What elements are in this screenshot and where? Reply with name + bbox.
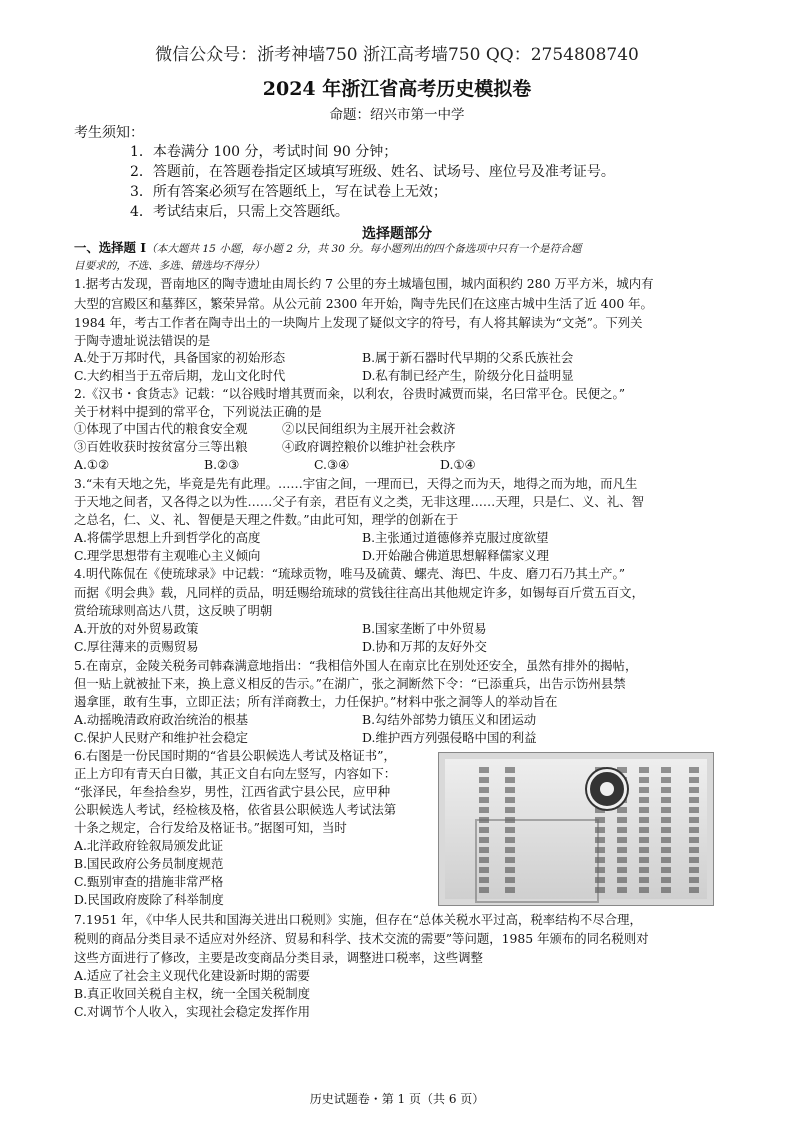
notice-item: 2．答题前，在答题卷指定区域填写班级、姓名、试场号、座位号及准考证号。 <box>130 164 615 180</box>
q7-stem: 7.1951 年，《中华人民共和国海关进出口税则》实施，但存在“总体关税水平过高，税率结构不尽合理， <box>74 912 642 927</box>
notice-item: 1．本卷满分 100 分，考试时间 90 分钟； <box>130 144 398 160</box>
page-footer: 历史试题卷・第 1 页（共 6 页） <box>309 1092 485 1106</box>
q2-stem: 2.《汉书・食货志》记载：“以谷贱时增其贾而籴，以利农，谷贵时减贾而粜，名曰常平仓。民便之。” <box>74 386 626 401</box>
q3-option-d: D.开始融合佛道思想解释儒家义理 <box>362 548 549 563</box>
q2-option-b: B.②③ <box>204 457 240 472</box>
q4-option-d: D.协和万邦的友好外交 <box>362 639 487 654</box>
q7-stem: 这些方面进行了修改，主要是改变商品分类目录，调整进口税率，这些调整 <box>74 950 483 965</box>
q6-stem: 公职候选人考试，经检核及格，依省县公职候选人考试法第 <box>74 802 397 817</box>
q2-statement-3: ③百姓收获时按贫富分三等出粮 <box>74 439 248 454</box>
q1-option-b: B.属于新石器时代早期的父系氏族社会 <box>362 350 574 365</box>
q5-stem: 遏拿匪，敢有生事，立即正法；所有洋商教士，力任保护。”材料中张之洞等人的举动旨在 <box>74 694 558 709</box>
q4-option-c: C.厚往薄来的贡赐贸易 <box>74 639 199 654</box>
q2-statement-2: ②以民间组织为主展开社会救济 <box>282 421 456 436</box>
q7-option-a: A.适应了社会主义现代化建设新时期的需要 <box>74 968 310 983</box>
q7-option-c: C.对调节个人收入，实现社会稳定发挥作用 <box>74 1004 311 1019</box>
certificate-text-column <box>661 767 671 897</box>
q5-option-c: C.保护人民财产和维护社会稳定 <box>74 730 249 745</box>
notice-title: 考生须知： <box>74 125 144 141</box>
q2-option-d: D.①④ <box>440 457 476 472</box>
q1-option-c: C.大约相当于五帝后期，龙山文化时代 <box>74 368 286 383</box>
q3-option-b: B.主张通过道德修养克服过度欲望 <box>362 530 549 545</box>
q5-stem: 但一贴上就被扯下来，换上意义相反的告示。”在湖广，张之洞断然下令：“已添重兵，出告示饬州县禁 <box>74 676 626 691</box>
certificate-text-column <box>689 767 699 897</box>
q1-stem: 大型的宫殿区和墓葬区，繁荣异常。从公元前 2300 年开始，陶寺先民们在这座古城中生活了近 400 年。 <box>74 296 653 311</box>
q6-option-c: C.甄别审查的措施非常严格 <box>74 874 224 889</box>
q3-stem: 之总名，仁、义、礼、智便是天理之件数。”由此可知，理学的创新在于 <box>74 512 459 527</box>
q1-option-a: A.处于万邦时代，具备国家的初始形态 <box>74 350 286 365</box>
q6-stem: 6.右图是一份民国时期的“省县公职候选人考试及格证书”， <box>74 748 396 763</box>
q6-option-a: A.北洋政府铨叙局颁发此证 <box>74 838 224 853</box>
part1-note-cont: 目要求的，不选、多选、错选均不得分） <box>74 260 265 272</box>
q5-stem: 5.在南京，金陵关税务司韩森满意地指出：“我相信外国人在南京比在别处还安全，虽然有排外的揭帖， <box>74 658 638 673</box>
q7-stem: 税则的商品分类目录不适应对外经济、贸易和科学、技术交流的需要”等问题，1985 年颁布的同名税则对 <box>74 931 649 946</box>
q4-option-a: A.开放的对外贸易政策 <box>74 621 199 636</box>
q3-stem: 于天地之间者，又各得之以为性……父子有亲，君臣有义之类，无非这理……天理，只是仁、义、礼、智 <box>74 494 644 509</box>
q2-option-a: A.①② <box>74 457 110 472</box>
q1-option-d: D.私有制已经产生，阶级分化日益明显 <box>362 368 574 383</box>
part1-header <box>74 240 724 274</box>
certificate-stamp <box>475 819 599 903</box>
part1-title: 一、选择题 I <box>74 240 147 255</box>
part1-note: （本大题共 15 小题，每小题 2 分，共 30 分。每小题列出的四个备选项中只有一个是符合题 <box>146 243 582 255</box>
certificate-image <box>438 752 714 906</box>
notice-item: 4．考试结束后，只需上交答题纸。 <box>130 204 349 220</box>
q1-stem: 1.据考古发现，晋南地区的陶寺遗址由周长约 7 公里的夯土城墙包围，城内面积约 280 万平方米，城内有 <box>74 276 654 291</box>
q4-option-b: B.国家垄断了中外贸易 <box>362 621 487 636</box>
page-title: 2024 年浙江省高考历史模拟卷 <box>262 78 532 100</box>
q4-stem: 4.明代陈侃在《使琉球录》中记载：“琉球贡物，唯马及硫黄、螺壳、海巴、牛皮、磨刀石乃其土产。” <box>74 566 626 581</box>
q2-statement-4: ④政府调控粮价以维护社会秩序 <box>282 439 456 454</box>
q2-statement-1: ①体现了中国古代的粮食安全观 <box>74 421 248 436</box>
q4-stem: 赏给琉球则高达八贯，这反映了明朝 <box>74 603 273 618</box>
q3-stem: 3.“未有天地之先，毕竟是先有此理。……宇宙之间，一理而已，天得之而为天，地得之而为地，而凡生 <box>74 476 638 491</box>
q5-option-d: D.维护西方列强侵略中国的利益 <box>362 730 537 745</box>
q6-option-b: B.国民政府公务员制度规范 <box>74 856 224 871</box>
certificate-text-column <box>639 767 649 897</box>
q6-stem: “张泽民，年叁拾叁岁，男性，江西省武宁县公民，应甲种 <box>74 784 391 799</box>
q2-option-c: C.③④ <box>314 457 350 472</box>
watermark: 微信公众号：浙考神墙750 浙江高考墙750 QQ：2754808740 <box>155 45 639 65</box>
notice-item: 3．所有答案必须写在答题纸上，写在试卷上无效； <box>130 184 447 200</box>
q1-stem: 1984 年，考古工作者在陶寺出土的一块陶片上发现了疑似文字的符号，有人将其解读为“文尧”。下列关 <box>74 315 643 330</box>
q3-option-c: C.理学思想带有主观唯心主义倾向 <box>74 548 261 563</box>
certificate-paper <box>445 759 707 899</box>
q7-option-b: B.真正收回关税自主权，统一全国关税制度 <box>74 986 311 1001</box>
q6-option-d: D.民国政府废除了科举制度 <box>74 892 224 907</box>
q6-stem: 正上方印有青天白日徽，其正文自右向左竖写，内容如下： <box>74 766 397 781</box>
q1-stem: 于陶寺遗址说法错误的是 <box>74 333 211 348</box>
author-line: 命题：绍兴市第一中学 <box>329 107 465 123</box>
q4-stem: 而据《明会典》载，凡同样的贡品，明廷赐给琉球的赏钱往往高出其他规定许多，如锡每百斤赏五百文， <box>74 585 644 600</box>
sun-emblem-icon <box>587 769 627 809</box>
q5-option-a: A.动摇晚清政府政治统治的根基 <box>74 712 248 727</box>
section-heading: 选择题部分 <box>362 226 432 242</box>
q6-stem: 十条之规定，合行发给及格证书。”据图可知，当时 <box>74 820 347 835</box>
q2-stem: 关于材料中提到的常平仓，下列说法正确的是 <box>74 404 322 419</box>
q5-option-b: B.勾结外部势力镇压义和团运动 <box>362 712 537 727</box>
q3-option-a: A.将儒学思想上升到哲学化的高度 <box>74 530 261 545</box>
